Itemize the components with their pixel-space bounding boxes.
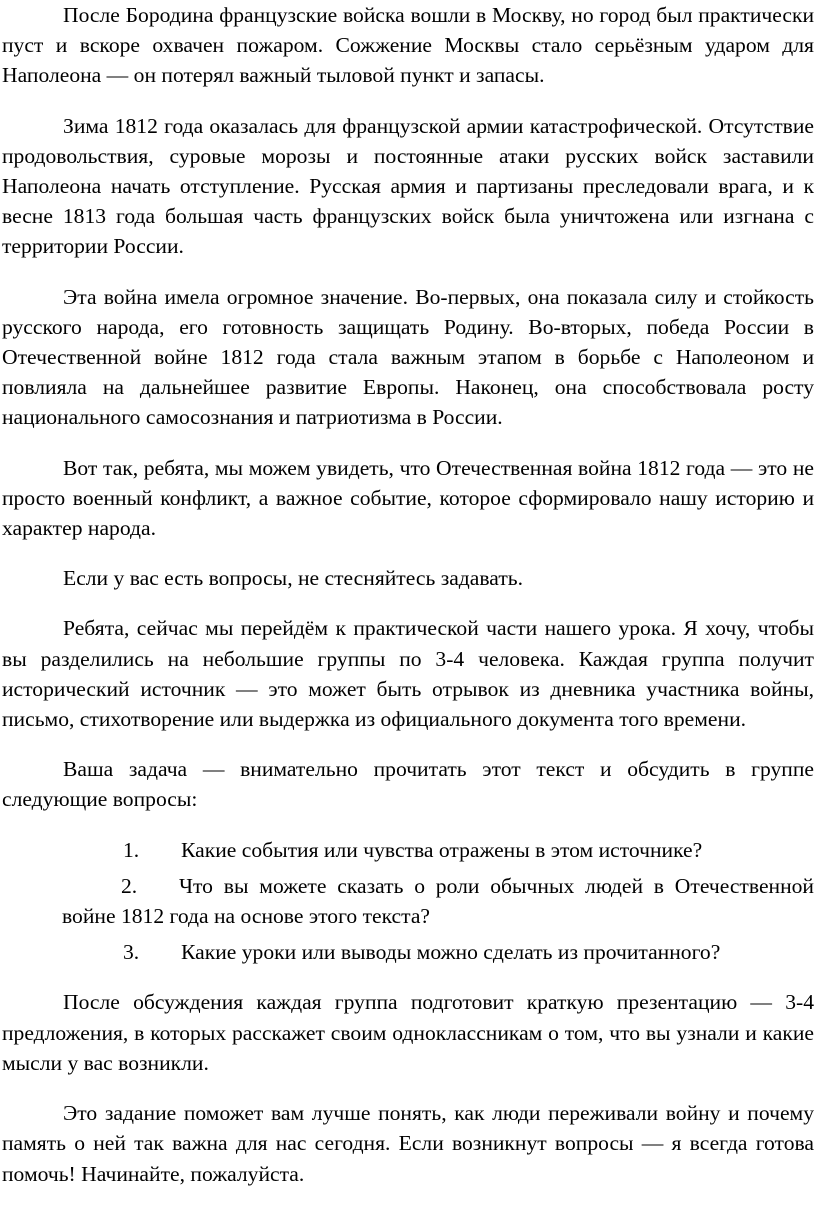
paragraph-questions-invite: Если у вас есть вопросы, не стесняйтесь задавать.: [63, 566, 523, 591]
list-item-number: 1.: [123, 837, 140, 862]
paragraph-task: Ваша задача — внимательно прочитать этот текст и обсудить в группе следующие вопросы:: [2, 757, 814, 812]
list-item: [0, 835, 814, 865]
list-item: [0, 937, 814, 967]
list-item-text: Какие события или чувства отражены в этом источнике?: [181, 837, 703, 862]
paragraph-war-significance: Эта война имела огромное значение. Во-первых, она показала силу и стойкость русского народа, его готовность защищать Родину. Во-вторых, победа России в Отечественной войне 1812 года стала важным этапом в борьбе с Наполеоном и повлияла на дальнейшее развитие Европы. Наконец, она способствовала росту национального самосознания и патриотизма в России.: [2, 284, 814, 430]
list-item-text: Что вы можете сказать о роли обычных людей в Отечественной войне 1812 года на основе этого текста?: [62, 873, 814, 929]
list-item-number: 2.: [121, 873, 138, 898]
paragraph-encouragement: Это задание поможет вам лучше понять, как люди переживали войну и почему память о ней так важна для нас сегодня. Если возникнут вопросы — я всегда готова помочь! Начинайте, пожалуйста.: [2, 1101, 814, 1186]
list-item-number: 3.: [123, 940, 140, 965]
paragraph-conclusion: Вот так, ребята, мы можем увидеть, что Отечественная война 1812 года — это не просто военный конфликт, а важное событие, которое сформировало нашу историю и характер народа.: [2, 455, 814, 541]
list-item-text: Какие уроки или выводы можно сделать из прочитанного?: [181, 940, 721, 965]
paragraph-presentation: После обсуждения каждая группа подготовит краткую презентацию — 3-4 предложения, в которых расскажет своим одноклассникам о том, что вы узнали и какие мысли у вас возникли.: [2, 990, 814, 1075]
list-item: [0, 871, 814, 931]
paragraph-moscow-fire: После Бородина французские войска вошли в Москву, но город был практически пуст и вскоре охвачен пожаром. Сожжение Москвы стало серьёзным ударом для Наполеона — он потерял важный тыловой пункт и запасы.: [2, 3, 814, 88]
paragraph-practical-part: Ребята, сейчас мы перейдём к практической части нашего урока. Я хочу, чтобы вы разделились на небольшие группы по 3-4 человека. Каждая группа получит исторический источник — это может быть отрывок из дневника участника войны, письмо, стихотворение или выдержка из официального документа того времени.: [2, 616, 814, 732]
paragraph-winter-1812: Зима 1812 года оказалась для французской армии катастрофической. Отсутствие продовольствия, суровые морозы и постоянные атаки русских войск заставили Наполеона начать отступление. Русская армия и партизаны преследовали врага, и к весне 1813 года большая часть французских войск была уничтожена или изгнана с территории России.: [2, 113, 814, 259]
questions-list: [0, 835, 816, 968]
